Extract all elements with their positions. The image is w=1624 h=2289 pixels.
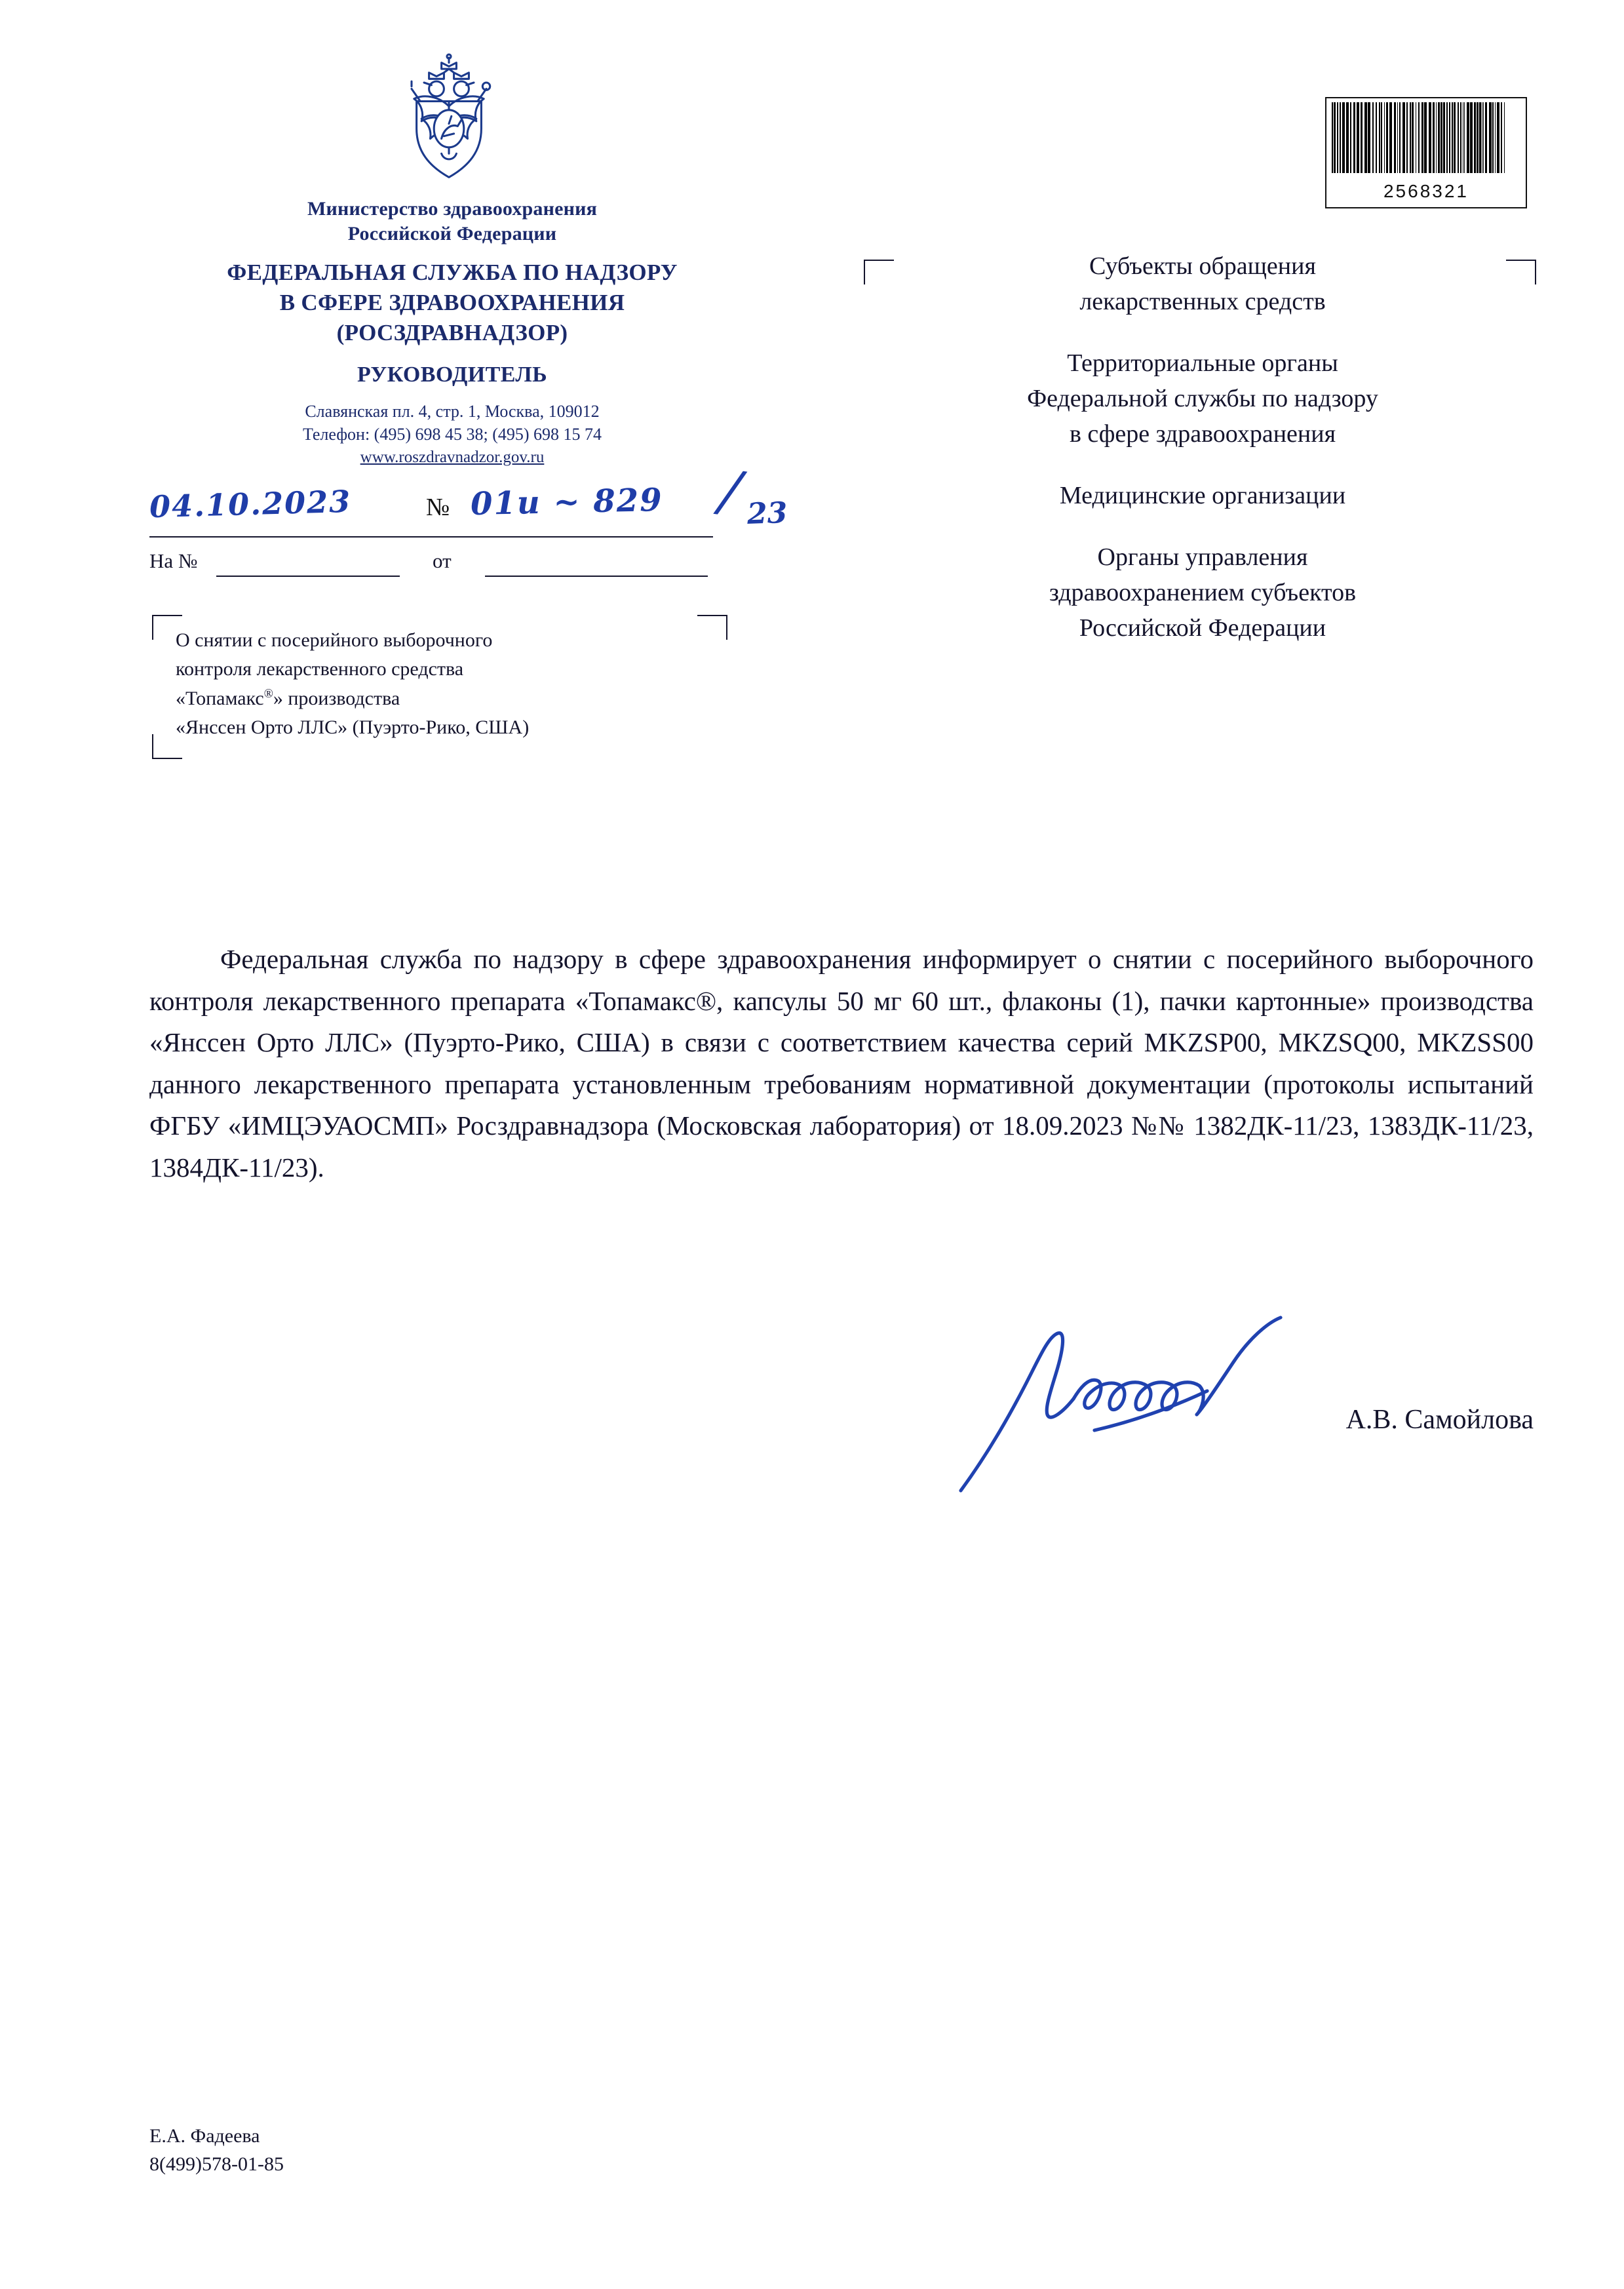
- website-link[interactable]: www.roszdravnadzor.gov.ru: [360, 448, 545, 466]
- barcode-icon: [1325, 97, 1527, 208]
- service-line-3: (РОСЗДРАВНАДЗОР): [336, 320, 568, 346]
- executor-phone: 8(499)578-01-85: [149, 2153, 284, 2175]
- signatory-name: А.В. Самойлова: [1345, 1405, 1534, 1435]
- registration-number: 01и ~ 829: [470, 481, 664, 523]
- address-line: Славянская пл. 4, стр. 1, Москва, 109012: [305, 402, 600, 421]
- addressee-block: [872, 249, 1534, 646]
- executor-name: Е.А. Фадеева: [149, 2125, 260, 2147]
- subject-line-2: контроля лекарственного средства: [176, 658, 464, 680]
- addressee-group-2: [872, 346, 1534, 452]
- addressee-2-line-2: Федеральной службы по надзору: [1027, 384, 1378, 412]
- incoming-number-rule: [216, 576, 400, 577]
- russian-coat-of-arms-icon: [387, 51, 511, 189]
- addressee-2-line-1: Территориальные органы: [1067, 349, 1338, 377]
- ministry-line-1: Министерство здравоохранения: [307, 198, 598, 220]
- addressee-4-line-2: здравоохранением субъектов: [1049, 578, 1357, 606]
- addressee-1-line-2: лекарственных средств: [1079, 287, 1326, 315]
- registration-year: 23: [746, 496, 788, 532]
- ministry-line-2: Российской Федерации: [347, 223, 557, 245]
- incoming-date-label: от: [433, 549, 452, 572]
- service-line-2: В СФЕРЕ ЗДРАВООХРАНЕНИЯ: [279, 289, 625, 315]
- registered-mark-icon: ®: [263, 686, 273, 701]
- subject-line-3: [176, 684, 720, 713]
- letter-body: Федеральная служба по надзору в сфере здравоохранения информирует о снятии с посерийного выборочного контроля лекарственного препарата «Топамакс®, капсулы 50 мг 60 шт., флаконы (1), пачки картонные» производства «Янссен Орто ЛЛС» (Пуэрто-Рико, США) в связи с соответствием качества серий MKZSP00, MKZSQ00, MKZSS00 данного лекарственного препарата установленным требованиям нормативной документации (протоколы испытаний ФГБУ «ИМЦЭУАОСМП» Росздравнадзора (Московская лаборатория) от 18.09.2023 №№ 1382ДК-11/23, 1383ДК-11/23, 1384ДК-11/23).: [149, 944, 1534, 1183]
- phone-line: Телефон: (495) 698 45 38; (495) 698 15 74: [302, 425, 602, 444]
- registration-date: 04.10.2023: [149, 483, 352, 525]
- handwritten-signature-icon: [937, 1304, 1344, 1501]
- incoming-date-rule: [485, 576, 708, 577]
- addressee-1-line-1: Субъекты обращения: [1089, 252, 1316, 280]
- subject-line-1: О снятии с посерийного выборочного: [176, 629, 493, 651]
- incoming-number-label: На №: [149, 549, 198, 572]
- registration-rule: [149, 536, 713, 538]
- addressee-group-1: [872, 249, 1534, 320]
- barcode-bars: [1332, 102, 1520, 173]
- service-line-1: ФЕДЕРАЛЬНАЯ СЛУЖБА ПО НАДЗОРУ: [227, 259, 678, 285]
- handwritten-slash-icon: /: [716, 458, 744, 526]
- addressee-2-line-3: в сфере здравоохранения: [1069, 420, 1336, 448]
- subject-line-3-post: » производства: [273, 687, 400, 709]
- subject-line-4: «Янссен Орто ЛЛС» (Пуэрто-Рико, США): [176, 716, 530, 739]
- addressee-4-line-1: Органы управления: [1097, 543, 1308, 571]
- subject-line-3-pre: «Топамакс: [176, 687, 264, 709]
- letterhead: [118, 197, 786, 469]
- executor-block: [149, 2123, 284, 2178]
- addressee-group-4: [872, 540, 1534, 646]
- addressee-3-line-1: Медицинские организации: [1059, 481, 1346, 509]
- subject-block: [176, 626, 720, 743]
- addressee-4-line-3: Российской Федерации: [1079, 614, 1326, 642]
- number-symbol: №: [426, 494, 450, 521]
- position-title: РУКОВОДИТЕЛЬ: [357, 362, 547, 387]
- addressee-group-3: [872, 479, 1534, 514]
- barcode-number: 2568321: [1383, 181, 1469, 201]
